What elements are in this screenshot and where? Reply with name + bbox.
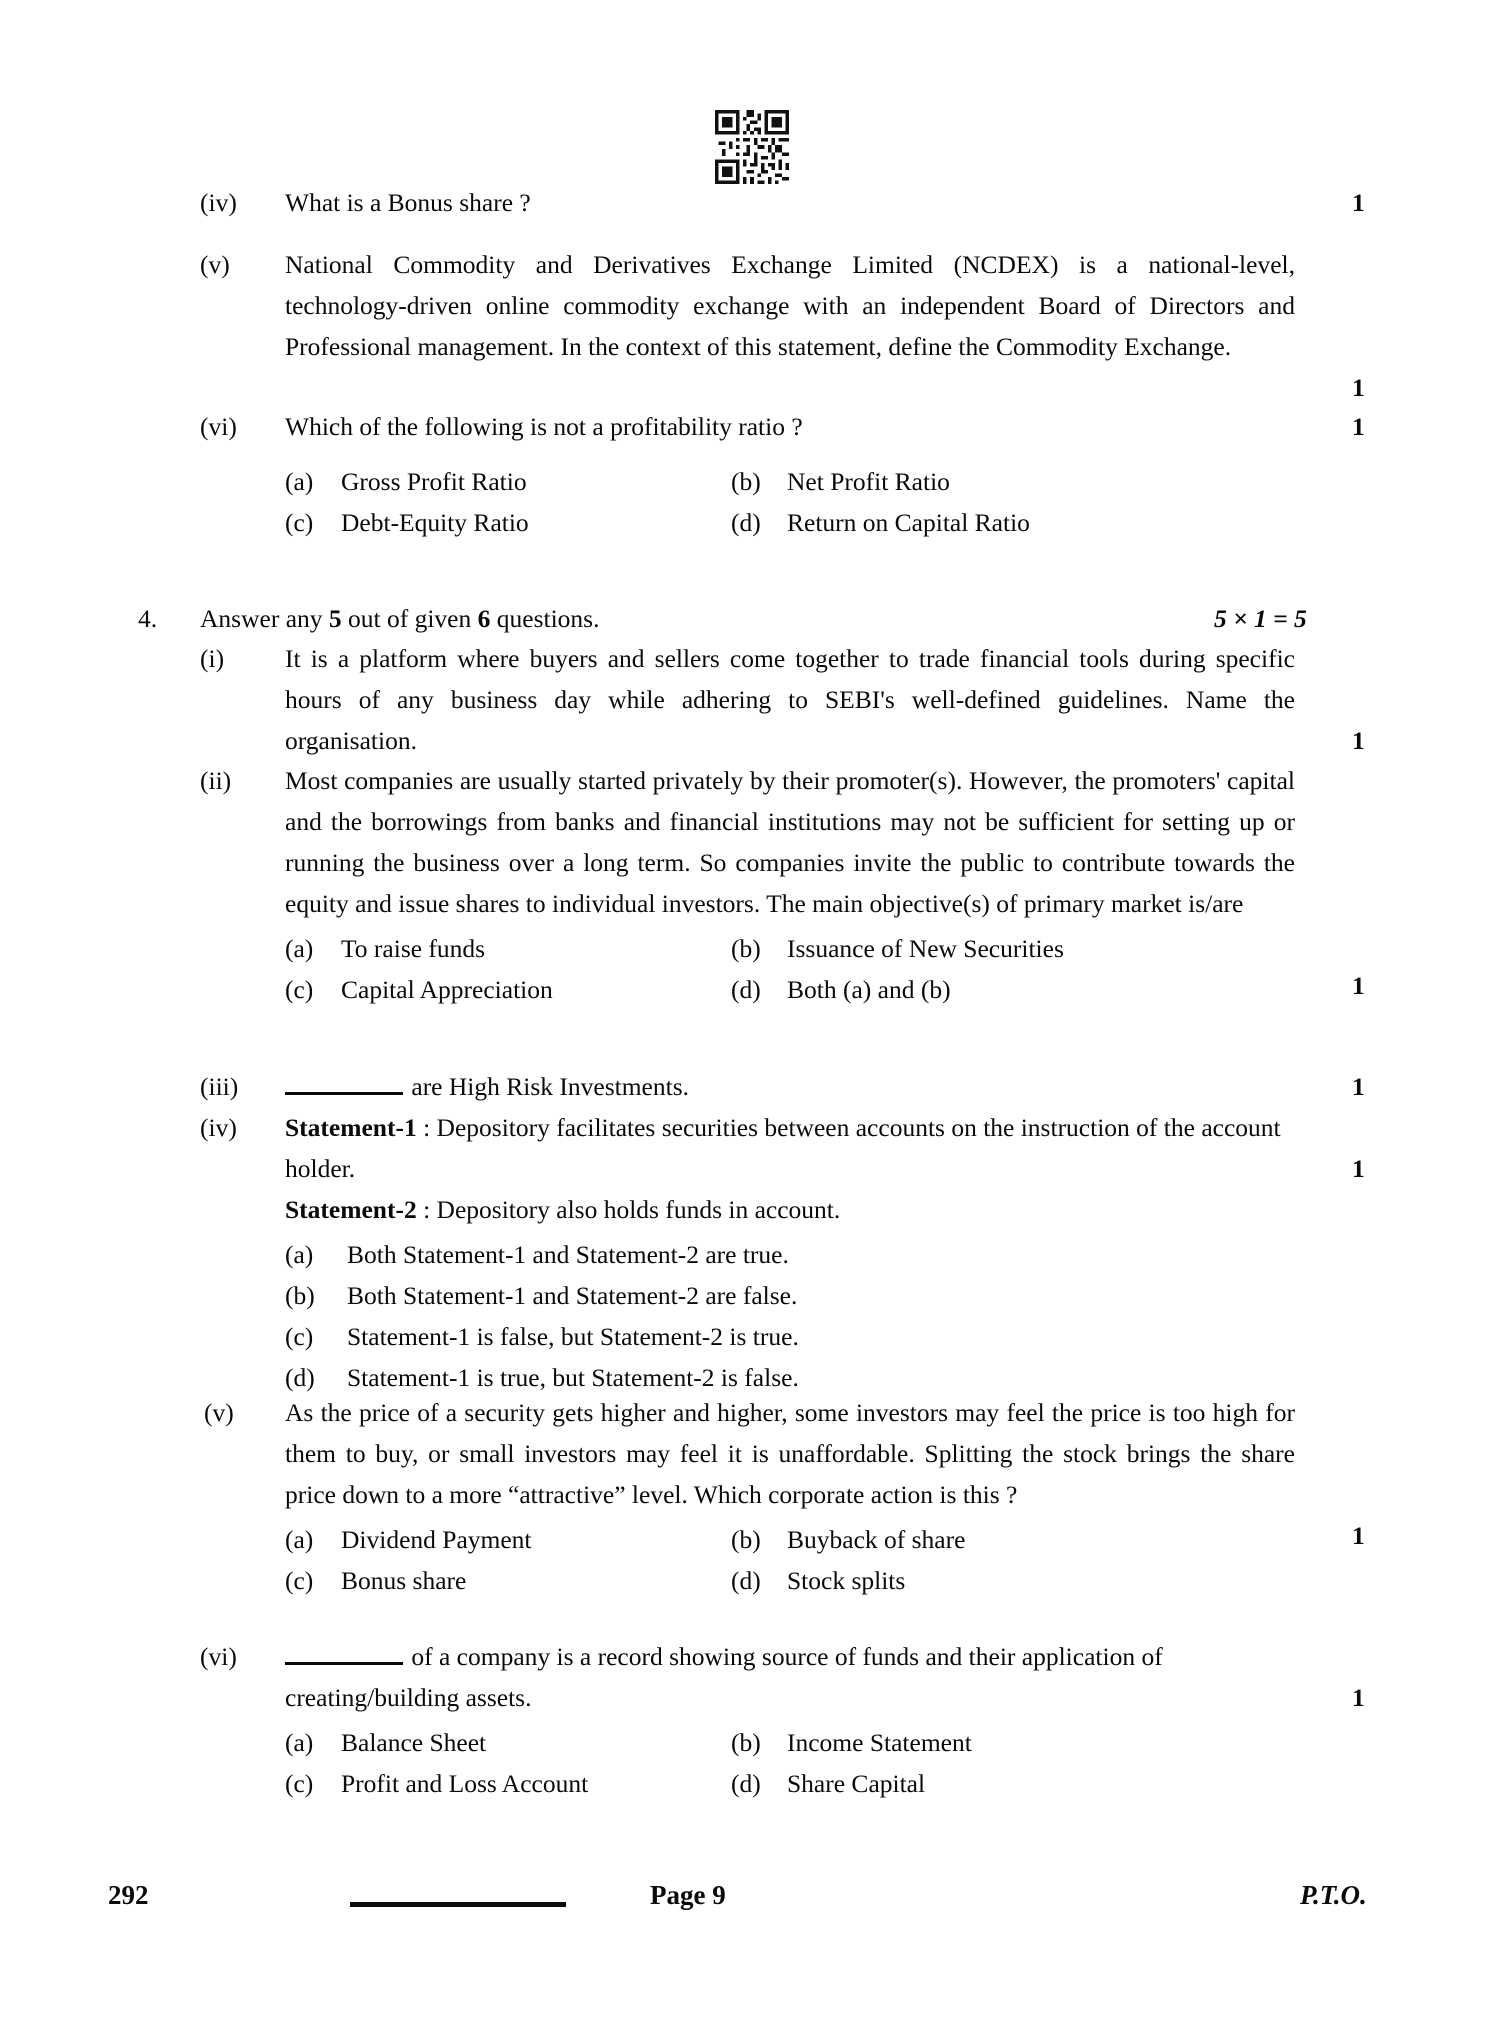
item-marker: (v) (200, 250, 230, 279)
options-group (285, 1722, 1295, 1804)
option-label-a: (a) (285, 934, 314, 963)
item-text: It is a platform where buyers and sellers come together to trade financial tools during specific hours of any business day while adhering to SEBI's well-defined guidelines. Name the organisation. (285, 644, 1295, 755)
option-label-b: (b) (731, 1728, 761, 1757)
option-label-d: (d) (731, 975, 761, 1004)
question-4-item-iii (200, 1066, 1365, 1107)
instruction-pre: Answer any (200, 604, 329, 633)
option-text-c[interactable]: Statement-1 is false, but Statement-2 is true. (347, 1322, 799, 1351)
option-label-a: (a) (285, 1240, 314, 1269)
option-text-d[interactable]: Both (a) and (b) (787, 975, 951, 1004)
qr-code-icon (712, 110, 792, 184)
option-label-c: (c) (285, 975, 314, 1004)
option-label-c: (c) (285, 1322, 314, 1351)
statement-1-text: : Depository facilitates securities between accounts on the instruction of the account holder. (285, 1113, 1281, 1183)
option-text-b[interactable]: Both Statement-1 and Statement-2 are false. (347, 1281, 798, 1310)
item-marks: 1 (1352, 373, 1365, 402)
option-text-d[interactable]: Stock splits (787, 1566, 906, 1595)
item-marks: 1 (1352, 412, 1365, 441)
item-text (285, 1636, 1295, 1718)
item-marks: 1 (1352, 1154, 1365, 1183)
option-text-c[interactable]: Debt-Equity Ratio (341, 508, 529, 537)
fill-in-blank[interactable] (285, 1641, 403, 1665)
statement-2-label: Statement-2 (285, 1195, 417, 1224)
question-3-item-vi (200, 406, 1365, 543)
item-text-after-blank: are High Risk Investments. (405, 1072, 689, 1101)
option-label-a: (a) (285, 467, 314, 496)
options-group (285, 1234, 1310, 1398)
item-marker: (ii) (200, 766, 232, 795)
option-label-d: (d) (285, 1363, 315, 1392)
option-text-d[interactable]: Return on Capital Ratio (787, 508, 1030, 537)
options-group (285, 928, 1295, 1010)
option-text-d[interactable]: Share Capital (787, 1769, 926, 1798)
footer-rule (350, 1902, 566, 1907)
item-text: What is a Bonus share ? (285, 188, 531, 217)
item-marks: 1 (1352, 971, 1365, 1000)
item-text: National Commodity and Derivatives Exchange Limited (NCDEX) is a national-level, technology-driven online commodity exchange with an independent Board of Directors and Professional management. In the context of this statement, define the Commodity Exchange. (285, 250, 1295, 361)
options-group (285, 1519, 1295, 1601)
option-text-a[interactable]: Balance Sheet (341, 1728, 487, 1757)
option-label-b: (b) (731, 1525, 761, 1554)
option-label-b: (b) (285, 1281, 315, 1310)
page-footer (0, 1880, 1505, 1930)
option-text-a[interactable]: Gross Profit Ratio (341, 467, 527, 496)
item-text: Most companies are usually started privately by their promoter(s). However, the promoters' capital and the borrowings from banks and financial institutions may not be sufficient for setting up or running the business over a long term. So companies invite the public to contribute towards the equity and issue shares to individual investors. The main objective(s) of primary market is/are (285, 766, 1295, 918)
option-label-c: (c) (285, 508, 314, 537)
item-marks: 1 (1352, 1683, 1365, 1712)
item-marker: (vi) (200, 412, 237, 441)
question-instruction (200, 598, 1388, 639)
question-3-item-iv (200, 182, 1365, 223)
option-label-d: (d) (731, 1769, 761, 1798)
option-label-d: (d) (731, 508, 761, 537)
option-text-c[interactable]: Profit and Loss Account (341, 1769, 589, 1798)
option-text-a[interactable]: To raise funds (341, 934, 486, 963)
statement-1 (285, 1107, 1310, 1189)
option-text-b[interactable]: Income Statement (787, 1728, 972, 1757)
item-marker: (iv) (200, 188, 237, 217)
item-marker: (i) (200, 644, 225, 673)
item-text: As the price of a security gets higher and higher, some investors may feel the price is too high for them to buy, or small investors may feel it is unaffordable. Splitting the stock brings the share price down to a more “attractive” level. Which corporate action is this ? (285, 1398, 1295, 1509)
question-4-item-vi (200, 1636, 1365, 1804)
option-label-b: (b) (731, 934, 761, 963)
option-text-d[interactable]: Statement-1 is true, but Statement-2 is false. (347, 1363, 799, 1392)
option-text-c[interactable]: Bonus share (341, 1566, 467, 1595)
statement-2-text: : Depository also holds funds in account. (416, 1195, 841, 1224)
option-label-c: (c) (285, 1566, 314, 1595)
option-text-a[interactable]: Dividend Payment (341, 1525, 532, 1554)
option-label-a: (a) (285, 1525, 314, 1554)
item-marks: 1 (1352, 726, 1365, 755)
item-marks: 1 (1352, 188, 1365, 217)
option-text-a[interactable]: Both Statement-1 and Statement-2 are true. (347, 1240, 789, 1269)
option-label-a: (a) (285, 1728, 314, 1757)
question-3-item-v (200, 244, 1365, 402)
question-4-item-v (200, 1392, 1365, 1601)
question-4-heading (138, 598, 1388, 639)
item-marker: (iii) (200, 1072, 239, 1101)
pto-label: P.T.O. (1300, 1880, 1367, 1910)
instruction-count-total: 6 (477, 604, 491, 633)
item-marks: 1 (1352, 1072, 1365, 1101)
item-text (285, 1066, 1350, 1107)
item-marker: (v) (204, 1398, 234, 1427)
statement-2 (285, 1189, 1310, 1230)
page-number: Page 9 (650, 1880, 726, 1910)
option-label-d: (d) (731, 1566, 761, 1595)
fill-in-blank[interactable] (285, 1071, 403, 1095)
question-number: 4. (138, 604, 158, 633)
option-text-c[interactable]: Capital Appreciation (341, 975, 553, 1004)
item-marker: (vi) (200, 1642, 237, 1671)
paper-code: 292 (108, 1880, 149, 1910)
question-total-marks: 5 × 1 = 5 (1214, 604, 1307, 633)
question-4-item-iv (200, 1107, 1365, 1398)
option-label-c: (c) (285, 1769, 314, 1798)
statement-1-label: Statement-1 (285, 1113, 417, 1142)
item-text-after-blank: of a company is a record showing source of funds and their application of creating/building assets. (285, 1642, 1163, 1712)
instruction-count-answer: 5 (328, 604, 342, 633)
instruction-post: questions. (490, 604, 600, 633)
item-marks: 1 (1352, 1521, 1365, 1550)
item-marker: (iv) (200, 1113, 237, 1142)
item-text: Which of the following is not a profitability ratio ? (285, 412, 803, 441)
option-text-b[interactable]: Net Profit Ratio (787, 467, 950, 496)
option-label-b: (b) (731, 467, 761, 496)
options-group (285, 461, 1350, 543)
question-4-item-ii (200, 760, 1365, 1010)
option-text-b[interactable]: Issuance of New Securities (787, 934, 1064, 963)
instruction-mid: out of given (341, 604, 478, 633)
question-4-item-i (200, 638, 1365, 761)
option-text-b[interactable]: Buyback of share (787, 1525, 966, 1554)
